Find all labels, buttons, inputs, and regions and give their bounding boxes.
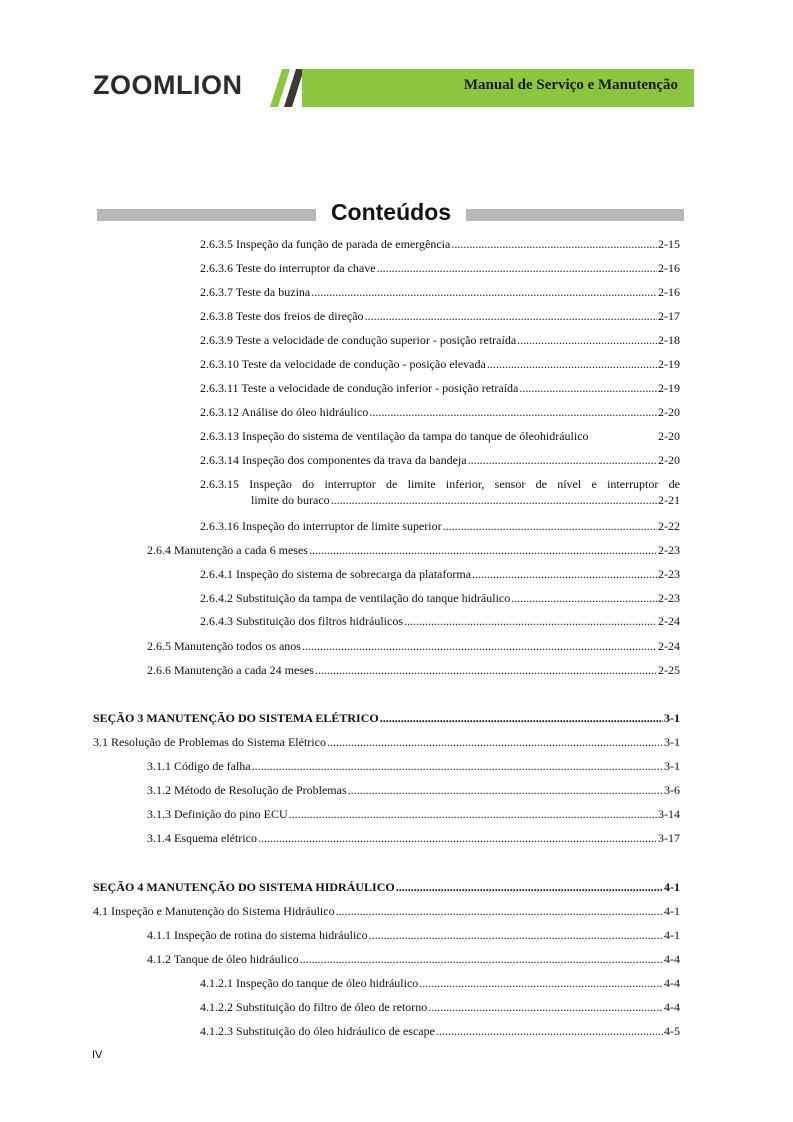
- toc-entry[interactable]: 2.6.3.13 Inspeção do sistema de ventilação da tampa do tanque de óleohidráulico 2-20: [200, 429, 680, 443]
- contents-title: Conteúdos: [330, 199, 452, 225]
- toc-entry[interactable]: 2.6.3.11 Teste a velocidade de condução inferior - posição retraída ..... 2-19: [200, 380, 680, 396]
- toc-entry[interactable]: 3.1.1 Código de falha ..... 3-1: [147, 758, 680, 774]
- toc-entry[interactable]: 4.1 Inspeção e Manutenção do Sistema Hidráulico ..... 4-1: [93, 903, 680, 919]
- page-number: IV: [92, 1049, 103, 1061]
- toc-entry[interactable]: 2.6.3.7 Teste da buzina ..... 2-16: [200, 284, 680, 300]
- toc-entry[interactable]: 3.1.4 Esquema elétrico ..... 3-17: [147, 830, 680, 846]
- toc-entry[interactable]: 2.6.3.9 Teste a velocidade de condução superior - posição retraída ..... 2-18: [200, 332, 680, 348]
- toc-entry-wrapped[interactable]: [200, 476, 680, 508]
- toc-entry-label: 2.6.3.15 Inspeção do interruptor de limite inferior, sensor de nível e interruptor de: [200, 477, 680, 491]
- toc-entry[interactable]: 3.1.2 Método de Resolução de Problemas ..... 3-6: [147, 782, 680, 798]
- toc-entry[interactable]: 2.6.3.10 Teste da velocidade de condução - posição elevada ..... 2-19: [200, 356, 680, 372]
- toc-entry[interactable]: 2.6.4.2 Substituição da tampa de ventilação do tanque hidráulico ..... 2-23: [200, 590, 680, 606]
- title-rule-left: [97, 209, 316, 221]
- toc-entry[interactable]: 3.1.3 Definição do pino ECU ..... 3-14: [147, 806, 680, 822]
- header-bar: [302, 69, 694, 107]
- toc-entry[interactable]: 2.6.6 Manutenção a cada 24 meses ..... 2-25: [147, 662, 680, 678]
- toc-entry[interactable]: 4.1.2.1 Inspeção do tanque de óleo hidráulico ..... 4-4: [200, 975, 680, 991]
- toc-entry[interactable]: 2.6.3.8 Teste dos freios de direção ..... 2-17: [200, 308, 680, 324]
- toc-entry[interactable]: 4.1.2.2 Substituição do filtro de óleo de retorno ..... 4-4: [200, 999, 680, 1015]
- toc-entry[interactable]: 2.6.3.6 Teste do interruptor da chave ..... 2-16: [200, 260, 680, 276]
- toc-entry[interactable]: 2.6.3.5 Inspeção da função de parada de emergência ..... 2-15: [200, 236, 680, 252]
- manual-title: Manual de Serviço e Manutenção: [463, 77, 678, 93]
- toc-entry[interactable]: 4.1.1 Inspeção de rotina do sistema hidráulico ..... 4-1: [147, 927, 680, 943]
- brand-logo: ZOOMLION: [93, 70, 243, 100]
- toc-entry[interactable]: 2.6.5 Manutenção todos os anos ..... 2-24: [147, 638, 680, 654]
- toc-section-heading[interactable]: SEÇÃO 4 MANUTENÇÃO DO SISTEMA HIDRÁULICO ..... 4-1: [93, 879, 680, 895]
- toc-entry[interactable]: 2.6.4.3 Substituição dos filtros hidráulicos ..... 2-24: [200, 613, 680, 629]
- toc-entry[interactable]: 2.6.4 Manutenção a cada 6 meses ..... 2-23: [147, 542, 680, 558]
- title-rule-right: [466, 209, 684, 221]
- toc-entry[interactable]: 3.1 Resolução de Problemas do Sistema Elétrico ..... 3-1: [93, 734, 680, 750]
- toc-entry[interactable]: 4.1.2.3 Substituição do óleo hidráulico de escape ..... 4-5: [200, 1023, 680, 1039]
- toc-entry[interactable]: 4.1.2 Tanque de óleo hidráulico ..... 4-4: [147, 951, 680, 967]
- toc-section-heading[interactable]: SEÇÃO 3 MANUTENÇÃO DO SISTEMA ELÉTRICO ..... 3-1: [93, 710, 680, 726]
- toc-entry[interactable]: 2.6.3.16 Inspeção do interruptor de limite superior ..... 2-22: [200, 518, 680, 534]
- toc-entry[interactable]: 2.6.4.1 Inspeção do sistema de sobrecarga da plataforma ..... 2-23: [200, 566, 680, 582]
- toc-entry[interactable]: 2.6.3.12 Análise do óleo hidráulico ..... 2-20: [200, 404, 680, 420]
- toc-entry[interactable]: 2.6.3.14 Inspeção dos componentes da trava da bandeja ..... 2-20: [200, 452, 680, 468]
- toc-entry-continuation: limite do buraco ..... 2-21: [200, 492, 680, 508]
